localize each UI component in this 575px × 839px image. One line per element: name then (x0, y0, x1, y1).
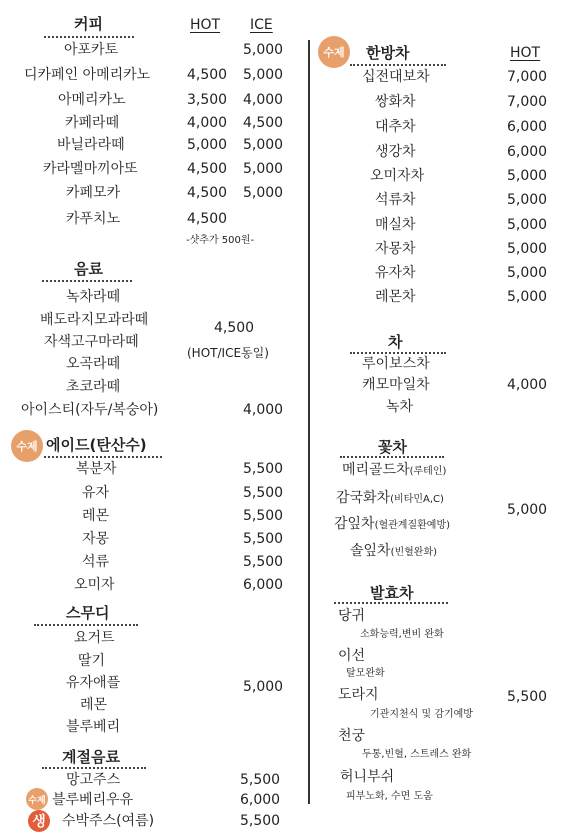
ferment-item-note: 소화능력,변비 완화 (360, 629, 444, 640)
ade-item-price: 5,500 (243, 485, 284, 501)
coffee-item-hot: 4,000 (187, 115, 228, 131)
coffee-item-hot: 4,500 (187, 185, 228, 201)
coffee-item-name: 아메리카노 (58, 92, 126, 108)
coffee-item-name: 카라멜마끼아또 (43, 161, 138, 177)
tea-item: 캐모마일차 (362, 377, 430, 393)
flower-item (350, 544, 437, 558)
coffee-item-hot: 4,500 (187, 67, 228, 83)
ferment-item-note: 기관지천식 및 감기예방 (370, 709, 473, 720)
coffee-item-name: 카페라떼 (65, 115, 120, 131)
herbal-item-price: 5,000 (507, 289, 548, 305)
coffee-item-hot: 5,000 (187, 137, 228, 153)
coffee-title: 커피 (74, 15, 103, 33)
seasonal-title: 계절음료 (62, 748, 120, 766)
coffee-item-name: 바닐라라떼 (57, 137, 125, 153)
herbal-item-name: 오미자차 (370, 168, 425, 184)
smoothie-item: 레몬 (80, 697, 108, 713)
herbal-item-name: 십전대보차 (362, 69, 430, 85)
ade-item-name: 복분자 (76, 461, 117, 477)
coffee-item-ice: 5,000 (243, 67, 284, 83)
ferment-item-name: 이선 (338, 648, 366, 664)
ferment-item-name: 천궁 (338, 728, 366, 744)
coffee-item-name: 아포카토 (64, 42, 119, 58)
flower-item-note: (비타민A,C) (390, 494, 444, 505)
flower-item-name: 메리골드차 (342, 462, 410, 478)
ade-title-underline (44, 456, 162, 458)
flower-price: 5,000 (507, 502, 548, 518)
ferment-price: 5,500 (507, 689, 548, 705)
coffee-item-hot: 3,500 (187, 92, 228, 108)
herbal-item-price: 5,000 (507, 192, 548, 208)
herbal-item-name: 대추차 (375, 119, 416, 135)
herbal-item-price: 6,000 (507, 144, 548, 160)
coffee-item-ice: 5,000 (243, 137, 284, 153)
ferment-item-name: 당귀 (338, 608, 366, 624)
coffee-item-name: 카푸치노 (66, 211, 121, 227)
herbal-item-name: 석류차 (375, 192, 416, 208)
drinks-item: 오곡라떼 (66, 356, 121, 372)
herbal-item-name: 매실차 (375, 217, 416, 233)
drinks-title: 음료 (74, 260, 103, 278)
ferment-item-name: 허니부쉬 (340, 769, 395, 785)
drinks-price: 4,500 (214, 320, 255, 336)
ade-item-price: 5,500 (243, 461, 284, 477)
smoothie-price: 5,000 (243, 679, 284, 695)
drinks-price-note: (HOT/ICE동일) (187, 346, 269, 360)
tea-item: 루이보스차 (362, 356, 430, 372)
fresh-badge: 생 (28, 810, 50, 832)
coffee-item-hot: 4,500 (187, 211, 228, 227)
ade-item-name: 유자 (82, 485, 110, 501)
shot-note: -샷추가 500원- (186, 235, 255, 246)
coffee-item-name: 카페모카 (66, 185, 121, 201)
ade-item-name: 오미자 (74, 577, 115, 593)
ade-item-price: 5,500 (243, 531, 284, 547)
drinks-title-underline (42, 280, 132, 282)
handmade-badge: 수제 (26, 788, 48, 810)
tea-title: 차 (388, 333, 403, 351)
ferment-title: 발효차 (370, 584, 414, 602)
coffee-item-ice: 5,000 (243, 161, 284, 177)
smoothie-item: 딸기 (78, 653, 106, 669)
coffee-item-hot: 4,500 (187, 161, 228, 177)
seasonal-item-name: 망고주스 (66, 772, 121, 788)
ferment-item-note: 탈모완화 (346, 668, 385, 679)
smoothie-item: 유자애플 (66, 675, 121, 691)
smoothie-title-underline (34, 624, 138, 626)
herbal-title: 한방차 (366, 44, 410, 62)
flower-item-name: 솔잎차 (350, 543, 391, 559)
herbal-item-name: 자몽차 (375, 241, 416, 257)
iced-tea-name: 아이스티(자두/복숭아) (21, 402, 159, 418)
flower-title-underline (340, 456, 444, 458)
herbal-item-price: 7,000 (507, 69, 548, 85)
seasonal-item-price: 6,000 (240, 792, 281, 808)
ade-title: 에이드(탄산수) (46, 436, 147, 454)
smoothie-item: 요거트 (74, 630, 115, 646)
tea-title-underline (350, 352, 446, 354)
herbal-item-price: 6,000 (507, 119, 548, 135)
drinks-item: 자색고구마라떼 (44, 334, 139, 350)
herbal-item-price: 5,000 (507, 168, 548, 184)
coffee-item-ice: 4,000 (243, 92, 284, 108)
smoothie-item: 블루베리 (66, 719, 121, 735)
ade-item-name: 자몽 (82, 531, 110, 547)
ade-item-price: 5,500 (243, 554, 284, 570)
column-divider (308, 40, 310, 804)
seasonal-item-name: 블루베리우유 (52, 792, 134, 808)
ade-item-price: 5,500 (243, 508, 284, 524)
tea-item: 녹차 (386, 399, 414, 415)
ferment-title-underline (334, 602, 448, 604)
herbal-item-name: 쌍화차 (375, 94, 416, 110)
flower-item (336, 491, 444, 505)
header-ice: ICE (250, 17, 273, 33)
seasonal-item-price: 5,500 (240, 772, 281, 788)
handmade-badge: 수제 (11, 430, 43, 462)
coffee-item-ice: 5,000 (243, 185, 284, 201)
handmade-badge: 수제 (318, 36, 350, 68)
flower-item-note: (혈관계질환예방) (374, 520, 451, 531)
flower-item-note: (빈혈완화) (390, 547, 438, 558)
coffee-item-ice: 4,500 (243, 115, 284, 131)
flower-item-note: (루테인) (409, 466, 447, 477)
herbal-item-name: 레몬차 (375, 289, 416, 305)
coffee-item-ice: 5,000 (243, 42, 284, 58)
seasonal-item-price: 5,500 (240, 813, 281, 829)
flower-item-name: 감잎차 (334, 516, 375, 532)
ade-item-name: 석류 (82, 554, 110, 570)
drinks-item: 녹차라떼 (66, 289, 121, 305)
herbal-title-underline (350, 64, 446, 66)
flower-title: 꽃차 (378, 438, 407, 456)
seasonal-title-underline (42, 767, 146, 769)
ade-item-price: 6,000 (243, 577, 284, 593)
herbal-item-price: 7,000 (507, 94, 548, 110)
coffee-title-underline (44, 36, 134, 38)
coffee-item-name: 디카페인 아메리카노 (24, 67, 151, 83)
ade-item-name: 레몬 (82, 508, 110, 524)
herbal-item-name: 유자차 (375, 265, 416, 281)
seasonal-item-name: 수박주스(여름) (62, 813, 155, 829)
herbal-item-price: 5,000 (507, 241, 548, 257)
herbal-item-price: 5,000 (507, 217, 548, 233)
tea-price: 4,000 (507, 377, 548, 393)
ferment-item-note: 피부노화, 수면 도움 (346, 791, 433, 802)
header-hot-right: HOT (510, 45, 541, 61)
iced-tea-price: 4,000 (243, 402, 284, 418)
herbal-item-name: 생강차 (375, 144, 416, 160)
drinks-item: 초코라떼 (66, 379, 121, 395)
flower-item (342, 463, 446, 477)
header-hot: HOT (190, 17, 221, 33)
herbal-item-price: 5,000 (507, 265, 548, 281)
flower-item (334, 517, 450, 531)
ferment-item-name: 도라지 (338, 687, 379, 703)
smoothie-title: 스무디 (66, 604, 110, 622)
flower-item-name: 감국화차 (336, 490, 391, 506)
ferment-item-note: 두통,빈혈, 스트레스 완화 (362, 749, 472, 760)
drinks-item: 배도라지모과라떼 (40, 312, 149, 328)
